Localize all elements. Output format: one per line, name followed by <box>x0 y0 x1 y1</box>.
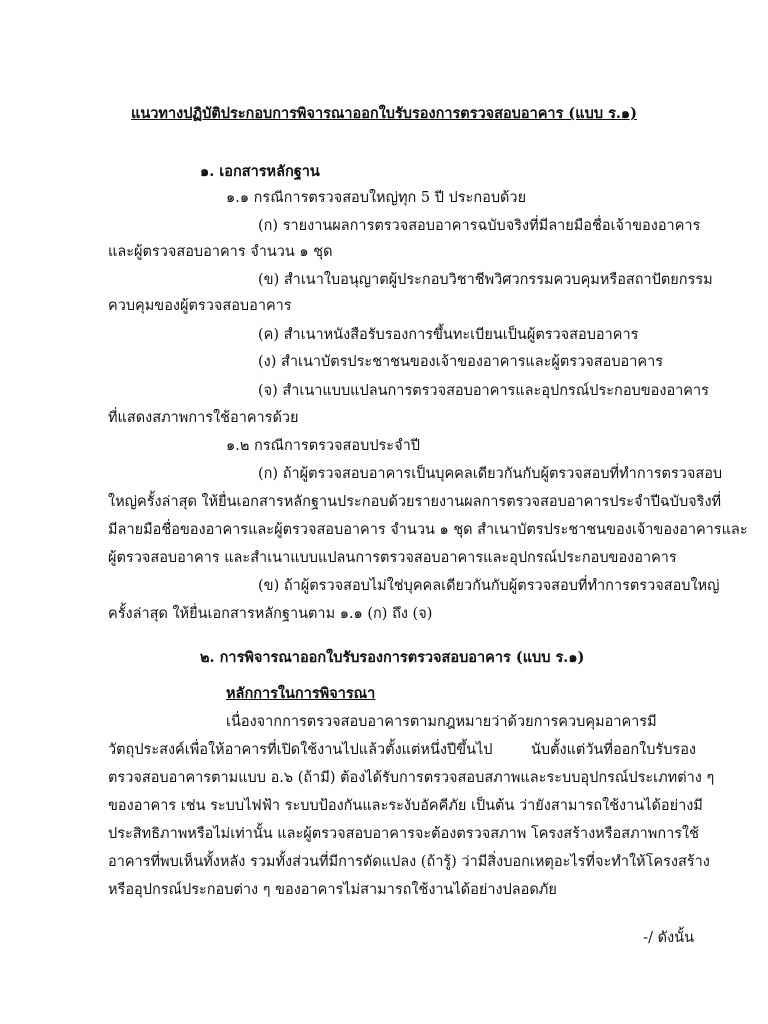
principle-line-7: หรืออุปกรณ์ประกอบต่าง ๆ ของอาคารไม่สามารถใช้งานได้อย่างปลอดภัย <box>108 882 557 898</box>
item-1-1-e-line2: ที่แสดงสภาพการใช้อาคารด้วย <box>108 410 299 426</box>
item-1-2-a-line3: มีลายมือชื่อของอาคารและผู้ตรวจสอบอาคาร จำนวน ๑ ชุด สำเนาบัตรประชาชนของเจ้าของอาคารและ <box>108 522 748 538</box>
item-1-1-b-line1: (ข) สำเนาใบอนุญาตผู้ประกอบวิชาชีพวิศวกรรมควบคุมหรือสถาปัตยกรรม <box>258 272 713 288</box>
principle-line-5: ประสิทธิภาพหรือไม่เท่านั้น และผู้ตรวจสอบอาคารจะต้องตรวจสภาพ โครงสร้างหรือสภาพการใช้ <box>108 826 699 842</box>
principle-line-2: วัตถุประสงค์เพื่อให้อาคารที่เปิดใช้งานไปแล้วตั้งแต่หนึ่งปีขึ้นไป นับตั้งแต่วันที่ออกใบรับรอง <box>108 742 696 758</box>
item-1-2-a-line2: ใหญ่ครั้งล่าสุด ให้ยื่นเอกสารหลักฐานประกอบด้วยรายงานผลการตรวจสอบอาคารประจำปีฉบับจริงที่ <box>108 494 722 510</box>
item-1-1-d: (ง) สำเนาบัตรประชาชนของเจ้าของอาคารและผู้ตรวจสอบอาคาร <box>258 354 664 370</box>
item-1-1-b-line2: ควบคุมของผู้ตรวจสอบอาคาร <box>108 298 292 314</box>
section-1-heading: ๑. เอกสารหลักฐาน <box>200 163 320 180</box>
principle-heading: หลักการในการพิจารณา <box>226 685 376 702</box>
page-title: แนวทางปฏิบัติประกอบการพิจารณาออกใบรับรองการตรวจสอบอาคาร (แบบ ร.๑) <box>131 105 637 122</box>
principle-line-6: อาคารที่พบเห็นทั้งหลัง รวมทั้งส่วนที่มีการดัดแปลง (ถ้ารู้) ว่ามีสิ่งบอกเหตุอะไรที่จะทำให้โครงสร้าง <box>108 854 710 870</box>
principle-line-1: เนื่องจากการตรวจสอบอาคารตามกฎหมายว่าด้วยการควบคุมอาคารมี <box>226 714 657 730</box>
item-1-1-e-line1: (จ) สำเนาแบบแปลนการตรวจสอบอาคารและอุปกรณ์ประกอบของอาคาร <box>258 383 709 399</box>
item-1-1-a-line2: และผู้ตรวจสอบอาคาร จำนวน ๑ ชุด <box>108 244 333 260</box>
item-1-2-a-line1: (ก) ถ้าผู้ตรวจสอบอาคารเป็นบุคคลเดียวกันกับผู้ตรวจสอบที่ทำการตรวจสอบ <box>258 466 723 482</box>
principle-line-3: ตรวจสอบอาคารตามแบบ อ.๖ (ถ้ามี) ต้องได้รับการตรวจสอบสภาพและระบบอุปกรณ์ประเภทต่าง ๆ <box>108 770 715 786</box>
principle-line-4: ของอาคาร เช่น ระบบไฟฟ้า ระบบป้องกันและระงับอัคคีภัย เป็นต้น ว่ายังสามารถใช้งานได้อย่างมี <box>108 798 703 814</box>
section-2-heading: ๒. การพิจารณาออกใบรับรองการตรวจสอบอาคาร (แบบ ร.๑) <box>200 649 585 666</box>
continuation-note: -/ ดังนั้น <box>643 930 694 946</box>
item-1-2-b-line1: (ข) ถ้าผู้ตรวจสอบไม่ใช่บุคคลเดียวกันกับผู้ตรวจสอบที่ทำการตรวจสอบใหญ่ <box>258 578 720 594</box>
item-1-2-b-line2: ครั้งล่าสุด ให้ยื่นเอกสารหลักฐานตาม ๑.๑ (ก) ถึง (จ) <box>108 606 433 622</box>
item-1-1-a-line1: (ก) รายงานผลการตรวจสอบอาคารฉบับจริงที่มีลายมือชื่อเจ้าของอาคาร <box>258 218 701 234</box>
item-1-2-a-line4: ผู้ตรวจสอบอาคาร และสำเนาแบบแปลนการตรวจสอบอาคารและอุปกรณ์ประกอบของอาคาร <box>108 550 677 566</box>
subsection-1-2: ๑.๒ กรณีการตรวจสอบประจำปี <box>226 438 420 454</box>
subsection-1-1: ๑.๑ กรณีการตรวจสอบใหญ่ทุก 5 ปี ประกอบด้วย <box>226 190 527 206</box>
item-1-1-c: (ค) สำเนาหนังสือรับรองการขึ้นทะเบียนเป็นผู้ตรวจสอบอาคาร <box>258 327 639 343</box>
